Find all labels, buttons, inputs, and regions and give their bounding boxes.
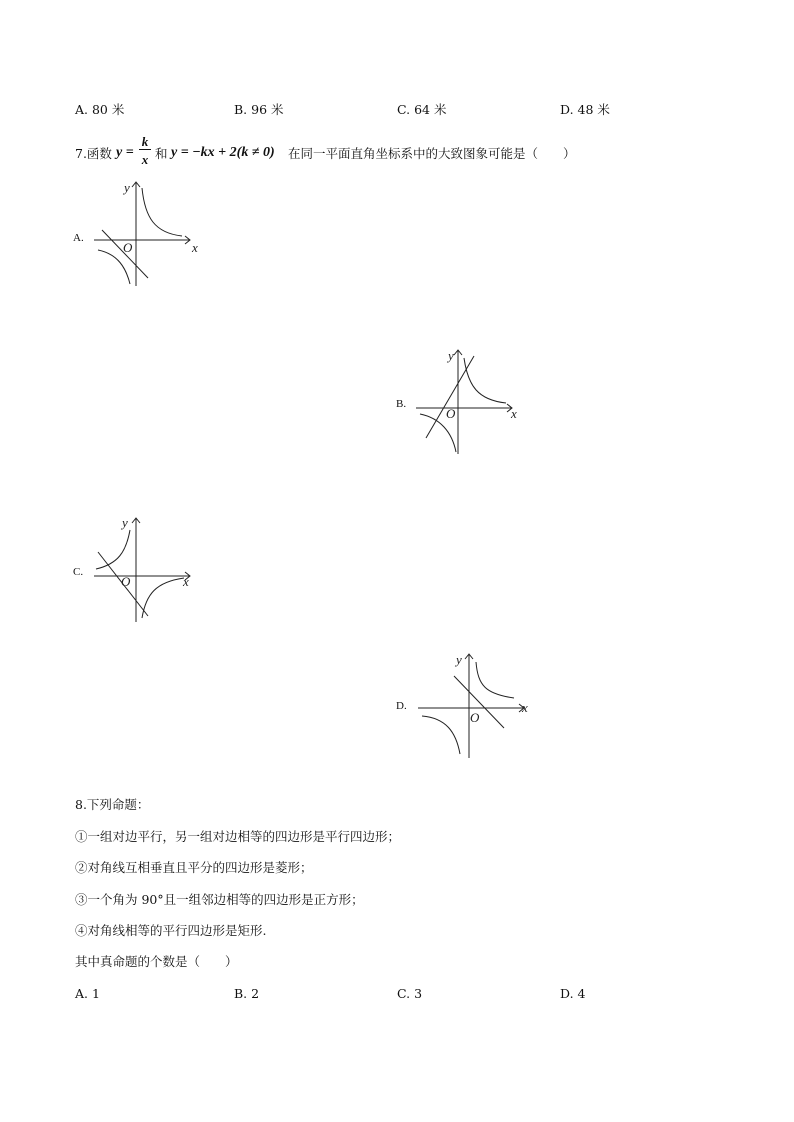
q7-and: 和 — [155, 146, 168, 161]
q7-fraction — [139, 134, 151, 170]
q8-item-2: ②对角线互相垂直且平分的四边形是菱形； — [75, 860, 313, 875]
q7-fraction-numerator: k — [141, 134, 149, 149]
graph-d-svg — [414, 650, 534, 762]
q8-option-d: D. 4 — [560, 986, 586, 1001]
q8-item-4: ④对角线相等的平行四边形是矩形. — [75, 923, 267, 938]
q7-fraction-denominator: x — [141, 152, 149, 167]
hyperbola-branch-q1 — [142, 188, 182, 236]
hyperbola-branch-q1 — [464, 358, 506, 403]
y-axis-label: y — [122, 515, 128, 530]
graph-d — [414, 650, 534, 762]
q7-line-formula: y = −kx + 2(k ≠ 0) — [171, 145, 275, 160]
x-axis-label: x — [183, 574, 189, 589]
q8-stem: 8.下列命题： — [75, 797, 150, 812]
q7-y-equals: y = — [116, 145, 134, 160]
x-axis-label: x — [192, 240, 198, 255]
q7-prefix: 7.函数 — [75, 146, 112, 161]
hyperbola-branch-q2 — [96, 530, 130, 569]
graph-a — [90, 178, 200, 290]
q7-suffix: 在同一平面直角坐标系中的大致图象可能是（ ） — [288, 146, 576, 161]
q8-item-3: ③一个角为 90°且一组邻边相等的四边形是正方形； — [75, 892, 364, 907]
q8-option-c: C. 3 — [397, 986, 423, 1001]
graph-b-label: B. — [396, 398, 407, 410]
graph-c-label: C. — [73, 566, 84, 578]
x-axis-label: x — [511, 406, 517, 421]
hyperbola-branch-q3 — [422, 716, 460, 754]
origin-label: O — [121, 574, 131, 589]
graph-a-svg — [90, 178, 200, 290]
graph-a-label: A. — [73, 232, 84, 244]
graph-b-svg — [412, 346, 522, 458]
origin-label: O — [123, 240, 133, 255]
q8-item-1: ①一组对边平行，另一组对边相等的四边形是平行四边形； — [75, 829, 401, 844]
graph-c — [90, 514, 200, 626]
line-graph — [426, 356, 474, 438]
y-axis-label: y — [456, 652, 462, 667]
q6-option-b: B. 96 米 — [234, 102, 284, 117]
hyperbola-branch-q4 — [142, 578, 184, 618]
q6-option-a: A. 80 米 — [75, 102, 125, 117]
x-axis-label: x — [522, 700, 528, 715]
q6-option-c: C. 64 米 — [397, 102, 447, 117]
y-axis-label: y — [448, 348, 454, 363]
origin-label: O — [446, 406, 456, 421]
hyperbola-branch-q1 — [476, 662, 514, 698]
graph-b — [412, 346, 522, 458]
q6-option-d: D. 48 米 — [560, 102, 610, 117]
q8-option-a: A. 1 — [75, 986, 100, 1001]
origin-label: O — [470, 710, 480, 725]
graph-c-svg — [90, 514, 200, 626]
q8-option-b: B. 2 — [234, 986, 260, 1001]
hyperbola-branch-q3 — [98, 250, 130, 284]
q8-question: 其中真命题的个数是（ ） — [75, 954, 238, 969]
y-axis-label: y — [124, 180, 130, 195]
graph-d-label: D. — [396, 700, 407, 712]
q7-fraction-bar — [139, 149, 151, 150]
